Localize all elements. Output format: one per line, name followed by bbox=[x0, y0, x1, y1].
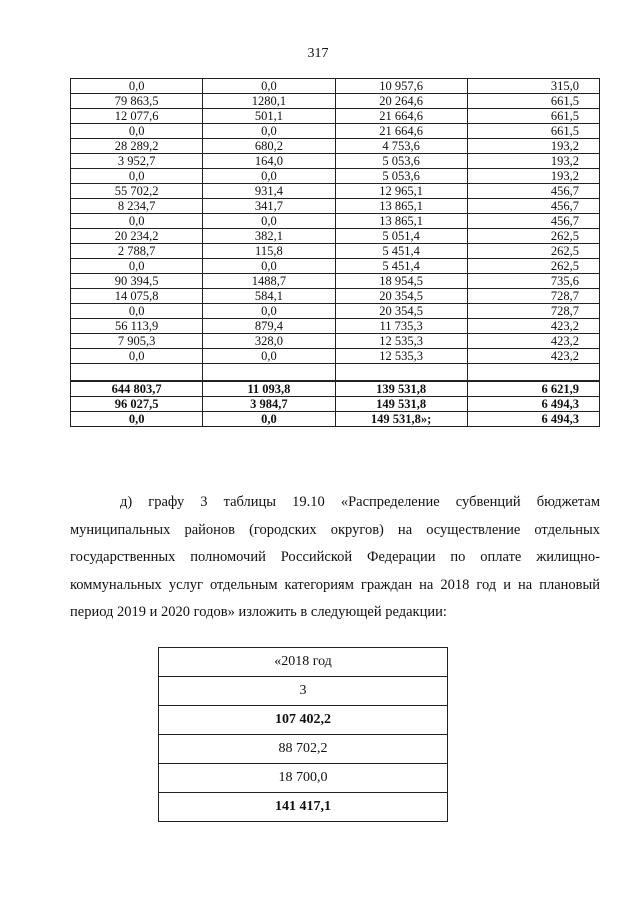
table-row bbox=[71, 289, 600, 304]
table-cell: 2 788,7 bbox=[71, 244, 203, 259]
table-cell: 21 664,6 bbox=[335, 124, 467, 139]
table-row bbox=[71, 124, 600, 139]
table-cell: 20 234,2 bbox=[71, 229, 203, 244]
amendment-paragraph bbox=[70, 489, 600, 627]
table-cell: 341,7 bbox=[203, 199, 335, 214]
table-cell: 728,7 bbox=[467, 304, 599, 319]
table-cell: 456,7 bbox=[467, 214, 599, 229]
table-cell: 0,0 bbox=[71, 259, 203, 274]
table-cell: 0,0 bbox=[71, 412, 203, 427]
table-row bbox=[71, 244, 600, 259]
table-cell: 0,0 bbox=[203, 169, 335, 184]
table-cell: 13 865,1 bbox=[335, 199, 467, 214]
replacement-table-cell: 107 402,2 bbox=[159, 706, 448, 735]
table-row bbox=[71, 397, 600, 412]
table-cell: 12 965,1 bbox=[335, 184, 467, 199]
table-row bbox=[71, 334, 600, 349]
table-cell: 931,4 bbox=[203, 184, 335, 199]
table-cell: 115,8 bbox=[203, 244, 335, 259]
paragraph-line-2: муниципальных районов (городских округов) на осуществление отдельных bbox=[70, 521, 600, 538]
replacement-table-header: «2018 год bbox=[159, 648, 448, 677]
table-cell: 584,1 bbox=[203, 289, 335, 304]
table-cell: 423,2 bbox=[467, 334, 599, 349]
table-cell: 0,0 bbox=[71, 79, 203, 94]
table-cell: 21 664,6 bbox=[335, 109, 467, 124]
table-row bbox=[71, 184, 600, 199]
table-cell bbox=[467, 364, 599, 382]
table-cell: 193,2 bbox=[467, 154, 599, 169]
table-row bbox=[71, 214, 600, 229]
table-row bbox=[71, 304, 600, 319]
table-cell: 0,0 bbox=[203, 412, 335, 427]
table-cell: 0,0 bbox=[203, 124, 335, 139]
table-row bbox=[71, 199, 600, 214]
table-cell: 56 113,9 bbox=[71, 319, 203, 334]
table-cell: 1280,1 bbox=[203, 94, 335, 109]
table-cell: 0,0 bbox=[71, 169, 203, 184]
table-cell bbox=[71, 364, 203, 382]
table-row bbox=[71, 319, 600, 334]
table-cell: 28 289,2 bbox=[71, 139, 203, 154]
table-cell bbox=[203, 364, 335, 382]
table-cell: 193,2 bbox=[467, 139, 599, 154]
table-row bbox=[71, 381, 600, 397]
paragraph-line-1: д) графу 3 таблицы 19.10 «Распределение субвенций бюджетам bbox=[120, 494, 600, 510]
table-cell: 5 053,6 bbox=[335, 154, 467, 169]
table-cell: 164,0 bbox=[203, 154, 335, 169]
table-cell: 55 702,2 bbox=[71, 184, 203, 199]
table-cell: 149 531,8 bbox=[335, 397, 467, 412]
table-cell: 149 531,8»; bbox=[335, 412, 467, 427]
table-cell: 3 952,7 bbox=[71, 154, 203, 169]
table-cell: 0,0 bbox=[71, 349, 203, 364]
table-row bbox=[71, 364, 600, 382]
table-cell: 315,0 bbox=[467, 79, 599, 94]
table-row bbox=[71, 259, 600, 274]
table-row bbox=[71, 79, 600, 94]
table-cell: 6 621,9 bbox=[467, 381, 599, 397]
table-cell: 423,2 bbox=[467, 319, 599, 334]
table-cell: 0,0 bbox=[203, 304, 335, 319]
table-cell: 20 264,6 bbox=[335, 94, 467, 109]
table-cell: 139 531,8 bbox=[335, 381, 467, 397]
data-table bbox=[70, 78, 600, 427]
table-cell: 0,0 bbox=[71, 124, 203, 139]
table-cell: 5 053,6 bbox=[335, 169, 467, 184]
table-cell: 3 984,7 bbox=[203, 397, 335, 412]
table-cell bbox=[335, 364, 467, 382]
table-cell: 735,6 bbox=[467, 274, 599, 289]
table-cell: 20 354,5 bbox=[335, 289, 467, 304]
table-cell: 10 957,6 bbox=[335, 79, 467, 94]
table-cell: 5 451,4 bbox=[335, 244, 467, 259]
table-cell: 11 093,8 bbox=[203, 381, 335, 397]
table-cell: 7 905,3 bbox=[71, 334, 203, 349]
table-cell: 5 451,4 bbox=[335, 259, 467, 274]
table-cell: 423,2 bbox=[467, 349, 599, 364]
paragraph-line-4: коммунальных услуг отдельным категориям граждан на 2018 год и на плановый bbox=[70, 576, 600, 593]
table-cell: 262,5 bbox=[467, 229, 599, 244]
table-row bbox=[71, 109, 600, 124]
replacement-table-cell: 141 417,1 bbox=[159, 793, 448, 822]
table-cell: 0,0 bbox=[203, 79, 335, 94]
table-cell: 0,0 bbox=[203, 214, 335, 229]
table-cell: 328,0 bbox=[203, 334, 335, 349]
table-cell: 6 494,3 bbox=[467, 397, 599, 412]
table-cell: 1488,7 bbox=[203, 274, 335, 289]
replacement-table-cell: 88 702,2 bbox=[159, 735, 448, 764]
table-cell: 661,5 bbox=[467, 124, 599, 139]
table-cell: 4 753,6 bbox=[335, 139, 467, 154]
table-cell: 879,4 bbox=[203, 319, 335, 334]
table-cell: 382,1 bbox=[203, 229, 335, 244]
table-cell: 0,0 bbox=[71, 214, 203, 229]
table-cell: 644 803,7 bbox=[71, 381, 203, 397]
table-cell: 456,7 bbox=[467, 184, 599, 199]
table-cell: 193,2 bbox=[467, 169, 599, 184]
paragraph-line-5: период 2019 и 2020 годов» изложить в следующей редакции: bbox=[70, 604, 447, 620]
table-cell: 262,5 bbox=[467, 244, 599, 259]
table-cell: 661,5 bbox=[467, 109, 599, 124]
table-cell: 96 027,5 bbox=[71, 397, 203, 412]
table-row bbox=[71, 139, 600, 154]
table-cell: 0,0 bbox=[203, 259, 335, 274]
table-row bbox=[71, 274, 600, 289]
page-number: 317 bbox=[307, 46, 329, 61]
table-cell: 0,0 bbox=[203, 349, 335, 364]
replacement-table bbox=[158, 647, 448, 822]
table-cell: 5 051,4 bbox=[335, 229, 467, 244]
table-cell: 20 354,5 bbox=[335, 304, 467, 319]
table-cell: 12 535,3 bbox=[335, 334, 467, 349]
table-cell: 18 954,5 bbox=[335, 274, 467, 289]
table-cell: 680,2 bbox=[203, 139, 335, 154]
table-cell: 14 075,8 bbox=[71, 289, 203, 304]
table-cell: 661,5 bbox=[467, 94, 599, 109]
table-cell: 11 735,3 bbox=[335, 319, 467, 334]
table-cell: 79 863,5 bbox=[71, 94, 203, 109]
table-cell: 8 234,7 bbox=[71, 199, 203, 214]
table-cell: 90 394,5 bbox=[71, 274, 203, 289]
table-cell: 0,0 bbox=[71, 304, 203, 319]
table-cell: 6 494,3 bbox=[467, 412, 599, 427]
table-row bbox=[71, 229, 600, 244]
table-row bbox=[71, 169, 600, 184]
replacement-table-column-number: 3 bbox=[159, 677, 448, 706]
table-cell: 728,7 bbox=[467, 289, 599, 304]
paragraph-line-3: государственных полномочий Российской Федерации по оплате жилищно- bbox=[70, 549, 600, 565]
table-row bbox=[71, 154, 600, 169]
table-cell: 12 077,6 bbox=[71, 109, 203, 124]
table-row bbox=[71, 94, 600, 109]
table-cell: 13 865,1 bbox=[335, 214, 467, 229]
table-cell: 501,1 bbox=[203, 109, 335, 124]
replacement-table-cell: 18 700,0 bbox=[159, 764, 448, 793]
table-row bbox=[71, 349, 600, 364]
table-cell: 456,7 bbox=[467, 199, 599, 214]
table-cell: 12 535,3 bbox=[335, 349, 467, 364]
table-cell: 262,5 bbox=[467, 259, 599, 274]
table-row bbox=[71, 412, 600, 427]
